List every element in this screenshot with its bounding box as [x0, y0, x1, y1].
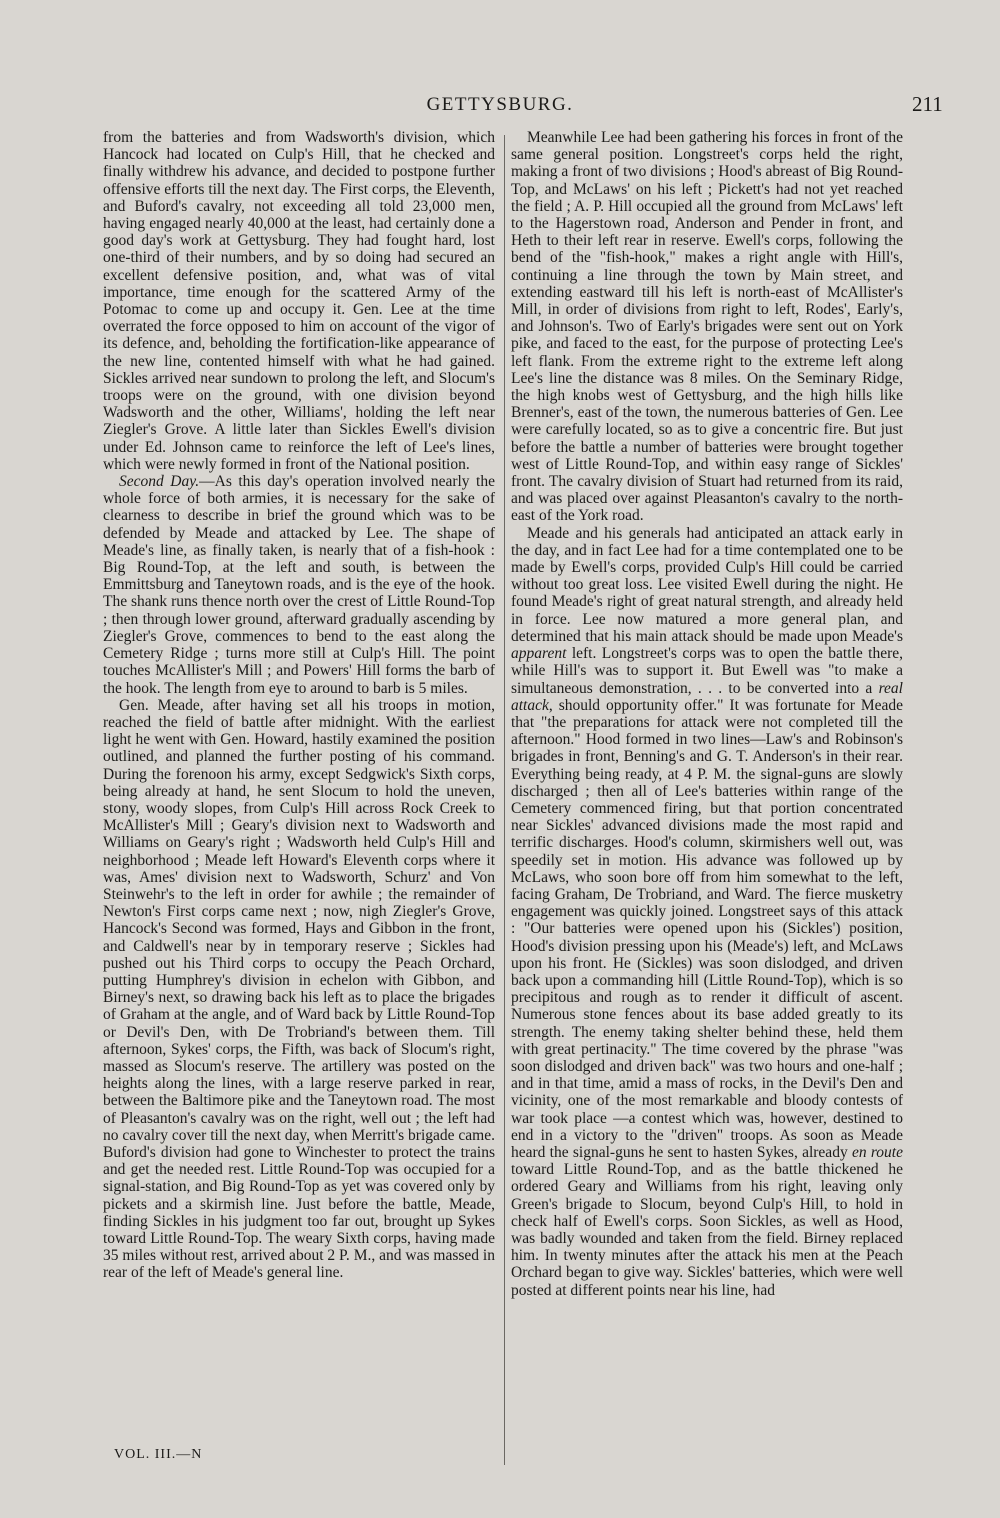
right-column	[511, 129, 903, 1299]
emphasis: real attack	[511, 679, 903, 714]
paragraph-text: toward Little Round-Top, and as the battle thickened he ordered Geary and Williams from his right, leaving only Green's brigade to Slocum, beyond Culp's Hill, to hold in check half of Ewell's corps. Soon Sickles, as well as Hood, was badly wounded and taken from the field. Birney replaced him. In twenty minutes after the attack his men at the Peach Orchard began to give way. Sickles' batteries, which were well posted at different points near his line, had	[511, 1161, 903, 1299]
paragraph: from the batteries and from Wadsworth's division, which Hancock had located on Culp's Hill, that he checked and finally withdrew his advance, and decided to postpone further offensive efforts till the next day. The First corps, the Eleventh, and Buford's cavalry, not exceeding all told 23,000 men, having engaged nearly 40,000 at the least, had certainly done a good day's work at Gettysburg. They had fought hard, lost one-third of their numbers, and by so doing had secured an excellent defensive position, and, what was of vital importance, time enough for the scattered Army of the Potomac to come up and occupy it. Gen. Lee at the time overrated the force opposed to him on account of the vigor of its defence, and, beholding the fortification-like appearance of the new line, contented himself with what he had gained. Sickles arrived near sundown to prolong the left, and Slocum's troops were on the ground, with one division beyond Wadsworth and the other, Williams', holding the left near Ziegler's Grove. A little later than Sickles Ewell's division under Ed. Johnson came to reinforce the left of Lee's lines, which were newly formed in front of the National position.	[103, 129, 496, 473]
running-head-title: GETTYSBURG.	[426, 94, 574, 115]
paragraph: Gen. Meade, after having set all his troops in motion, reached the field of battle after midnight. With the earliest light he went with Gen. Howard, hastily examined the position outlined, and planned the further posting of his command. During the forenoon his army, except Sedgwick's Sixth corps, being already at hand, he sent Slocum to hold the uneven, stony, woody slopes, from Culp's Hill across Rock Creek to McAllister's Mill ; Geary's division next to Wadsworth and Williams on Geary's right ; Wadsworth held Culp's Hill and neighborhood ; Meade left Howard's Eleventh corps where it was, Ames' division next to Wadsworth, Schurz' and Von Steinwehr's to the left in order for awhile ; the remainder of Newton's First corps came next ; now, nigh Ziegler's Grove, Hancock's Second was formed, Hays and Gibbon in the front, and Caldwell's near by in temporary reserve ; Sickles had pushed out his Third corps to occupy the Peach Orchard, putting Humphrey's division in echelon with Gibbon, and Birney's next, so drawing back his left as to place the brigades of Graham at the angle, and of Ward back by Little Round-Top or Devil's Den, with De Trobriand's between them. Till afternoon, Sykes' corps, the Fifth, was back of Slocum's right, massed as Slocum's reserve. The artillery was posted on the heights along the lines, with a large reserve parked in rear, between the Baltimore pike and the Taneytown road. The most of Pleasanton's cavalry was on the right, well out ; the left had no cavalry cover till the next day, when Merritt's brigade came. Buford's division had gone to Winchester to protect the trains and get the needed rest. Little Round-Top was occupied for a signal-station, and Big Round-Top as yet was covered only by pickets and a skirmish line. Just before the battle, Meade, finding Sickles in his judgment too far out, brought up Sykes toward Little Round-Top. The weary Sixth corps, having made 35 miles without rest, arrived about 2 P. M., and was massed in rear of the left of Meade's general line.	[103, 696, 495, 1282]
paragraph	[511, 525, 903, 1299]
column-divider	[504, 135, 505, 1465]
emphasis: en route	[851, 1143, 903, 1161]
paragraph-text: left. Longstreet's corps was to open the battle there, while Hill's was to support it. But Ewell was "to make a simultaneous demonstration, . . . to be converted into a	[511, 645, 903, 697]
emphasis: apparent	[511, 645, 567, 663]
left-column	[103, 129, 495, 1282]
page-number: 211	[912, 92, 943, 116]
paragraph: Meanwhile Lee had been gathering his forces in front of the same general position. Longstreet's corps held the right, making a front of two divisions ; Hood's abreast of Big Round-Top, and McLaws' on his left ; Pickett's had not yet reached the field ; A. P. Hill occupied all the ground from McLaws' left to the Hagerstown road, Anderson and Pender in front, and Heth to their left rear in reserve. Ewell's corps, following the bend of the "fish-hook," makes a right angle with Hill's, continuing a line through the town by Main street, and extending eastward till his left is north-east of McAllister's Mill, in order of divisions from right to left, Rodes', Early's, and Johnson's. Two of Early's brigades were sent out on York pike, and faced to the east, for the purpose of protecting Lee's left flank. From the extreme right to the extreme left along Lee's line the distance was 8 miles. On the Seminary Ridge, the high knobs west of Gettysburg, and the high hills like Brenner's, east of the town, the numerous batteries of Gen. Lee were carefully located, so as to give a concentric fire. But just before the battle a number of batteries were brought together west of Little Round-Top, and within easy range of Sickles' front. The cavalry division of Stuart had returned from its raid, and was placed over against Pleasanton's cavalry to the north-east of the York road.	[511, 129, 903, 525]
paragraph-text: —As this day's operation involved nearly the whole force of both armies, it is necessary for the sake of clearness to describe in brief the ground which was to be defended by Meade and attacked by Lee. The shape of Meade's line, as finally taken, is nearly that of a fish-hook : Big Round-Top, at the left and south, is between the Emmittsburg and Taneytown roads, and is the eye of the hook. The shank runs thence north over the crest of Little Round-Top ; then through lower ground, afterward gradually ascending by Ziegler's Grove, commences to bend to the east along the Cemetery Ridge ; turns more still at Culp's Hill. The point touches McAllister's Mill ; and Powers' Hill forms the barb of the hook. The length from eye to around to barb is 5 miles.	[103, 473, 495, 697]
signature-mark: VOL. III.—N	[114, 1447, 203, 1462]
paragraph-text: Meade and his generals had anticipated an attack early in the day, and in fact Lee had for a time contemplated one to be made by Ewell's corps, provided Culp's Hill could be carried without too great loss. Lee visited Ewell during the night. He found Meade's right of great natural strength, and already held in force. Lee now matured a more general plan, and determined that his main attack should be made upon Meade's	[511, 524, 903, 645]
paragraph-text: , should opportunity offer." It was fortunate for Meade that "the preparations for attack were not completed till the afternoon." Hood formed in two lines—Law's and Robinson's brigades in front, Benning's and G. T. Anderson's in their rear. Everything being ready, at 4 P. M. the signal-guns are slowly discharged ; then all of Lee's batteries within range of the Cemetery commenced firing, but that portion concentrated near Sickles' advanced divisions made the most rapid and terrific discharges. Hood's column, skirmishers well out, was speedily set in motion. His advance was followed up by McLaws, who soon bore off from him somewhat to the left, facing Graham, De Trobriand, and Ward. The fierce musketry engagement was quickly joined. Longstreet says of this attack : "Our batteries were opened upon his (Sickles') position, Hood's division pressing upon his (Meade's) left, and McLaws upon his front. He (Sickles) was soon dislodged, and driven back upon a commanding hill (Little Round-Top), which is so precipitous and rough as to render it difficult of ascent. Numerous stone fences about its base added greatly to its strength. The enemy taking shelter behind these, held them with great pertinacity." The time covered by the phrase "was soon dislodged and driven back" was two hours and one-half ; and in that time, amid a mass of rocks, in the Devil's Den and vicinity, one of the most remarkable and bloody contests of war took place —a contest which was, however, destined to end in a victory to the "driven" troops. As soon as Meade heard the signal-guns he sent to hasten Sykes, already	[511, 696, 903, 1161]
paragraph	[103, 473, 495, 697]
section-heading: Second Day.	[119, 473, 200, 491]
